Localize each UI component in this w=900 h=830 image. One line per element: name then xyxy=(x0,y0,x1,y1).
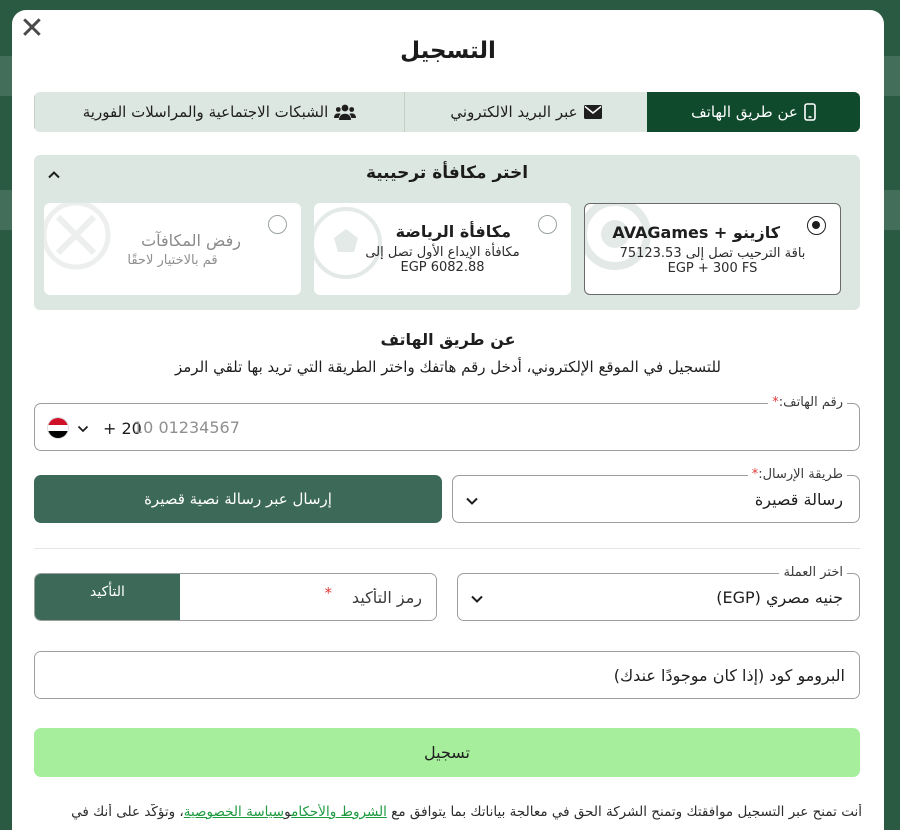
required-mark: * xyxy=(751,467,759,482)
confirmation-code-input[interactable] xyxy=(180,574,436,620)
send-method-label-text: طريقة الإرسال: xyxy=(758,467,843,482)
currency-select[interactable] xyxy=(457,565,860,621)
required-mark: * xyxy=(324,584,332,602)
send-method-select[interactable] xyxy=(452,467,860,523)
phone-label-text: رقم الهاتف: xyxy=(778,395,843,410)
register-button[interactable]: تسجيل xyxy=(34,728,860,777)
radio-icon[interactable] xyxy=(538,215,557,234)
legal-text: أنت تمنح عبر التسجيل موافقتك وتمنح الشركة الحق في معالجة بياناتك بما يتوافق مع xyxy=(391,804,862,820)
legal-text-suffix: ، وتؤكّد على أنك في xyxy=(71,804,184,820)
section-subtitle: للتسجيل في الموقع الإلكتروني، أدخل رقم هاتفك واختر الطريقة التي تريد بها تلقي الرمز xyxy=(175,358,721,376)
legal-notice xyxy=(34,804,862,820)
confirmation-code-field xyxy=(34,573,437,621)
modal-title: التسجيل xyxy=(400,38,496,64)
divider xyxy=(34,548,860,549)
users-icon xyxy=(334,104,356,120)
chevron-down-icon xyxy=(77,419,89,438)
send-sms-button[interactable]: إرسال عبر رسالة نصية قصيرة xyxy=(34,475,442,523)
privacy-link[interactable]: سياسة الخصوصية xyxy=(183,804,285,820)
decline-x-icon xyxy=(44,203,124,295)
legal-and: و xyxy=(284,804,292,820)
radio-selected-icon[interactable] xyxy=(807,216,826,235)
envelope-icon xyxy=(584,105,602,119)
tab-phone[interactable] xyxy=(647,92,860,132)
dial-code: + 20 xyxy=(103,418,142,438)
bonus-header: اختر مكافأة ترحيبية xyxy=(365,163,529,183)
bonus-option-decline[interactable] xyxy=(44,203,301,295)
currency-label: اختر العملة xyxy=(779,565,847,580)
phone-input[interactable] xyxy=(133,404,847,450)
bonus-desc-line: باقة الترحيب تصل إلى 75123.53 xyxy=(619,246,806,261)
welcome-bonus-panel xyxy=(34,155,860,310)
send-method-value: رسالة قصيرة xyxy=(754,490,843,509)
registration-modal xyxy=(12,10,884,830)
bonus-option-desc xyxy=(597,246,828,276)
tab-email[interactable] xyxy=(404,92,647,132)
promo-code-field xyxy=(34,651,860,699)
send-method-label xyxy=(748,467,847,482)
chevron-down-icon xyxy=(470,591,484,605)
phone-field xyxy=(34,395,860,451)
bonus-desc-line: مكافأة الإيداع الأول تصل إلى xyxy=(365,245,520,260)
chevron-up-icon[interactable] xyxy=(46,167,62,183)
country-selector[interactable] xyxy=(47,417,142,439)
required-mark: * xyxy=(772,395,779,410)
tab-label: عبر البريد الالكتروني xyxy=(450,103,578,121)
terms-link[interactable]: الشروط والأحكام xyxy=(291,804,387,820)
bonus-option-desc xyxy=(56,253,289,268)
bonus-option-casino[interactable] xyxy=(584,203,841,295)
tab-label: عن طريق الهاتف xyxy=(691,103,798,121)
promo-code-input[interactable] xyxy=(35,652,859,698)
bonus-option-title: رفض المكافآت xyxy=(141,231,241,250)
egypt-flag-icon xyxy=(47,417,69,439)
bonus-option-desc xyxy=(326,245,559,275)
smartphone-icon xyxy=(804,103,816,121)
chevron-down-icon xyxy=(465,493,479,507)
bonus-desc-line: EGP 6082.88 xyxy=(400,260,485,275)
registration-tabs xyxy=(34,92,860,132)
close-button[interactable]: ✕ xyxy=(19,11,45,46)
radio-icon[interactable] xyxy=(268,215,287,234)
currency-value: جنيه مصري (EGP) xyxy=(716,588,843,607)
bonus-desc-line: قم بالاختيار لاحقًا xyxy=(127,253,218,268)
tab-label: الشبكات الاجتماعية والمراسلات الفورية xyxy=(82,103,329,121)
bonus-desc-line: EGP + 300 FS xyxy=(667,261,758,276)
bonus-option-title: كازينو + AVAGames xyxy=(612,223,780,242)
section-title: عن طريق الهاتف xyxy=(380,330,516,349)
tab-social[interactable] xyxy=(34,92,404,132)
confirm-button[interactable]: التأكيد xyxy=(35,574,180,620)
bonus-option-sports[interactable] xyxy=(314,203,571,295)
bonus-option-title: مكافأة الرياضة xyxy=(395,222,511,241)
